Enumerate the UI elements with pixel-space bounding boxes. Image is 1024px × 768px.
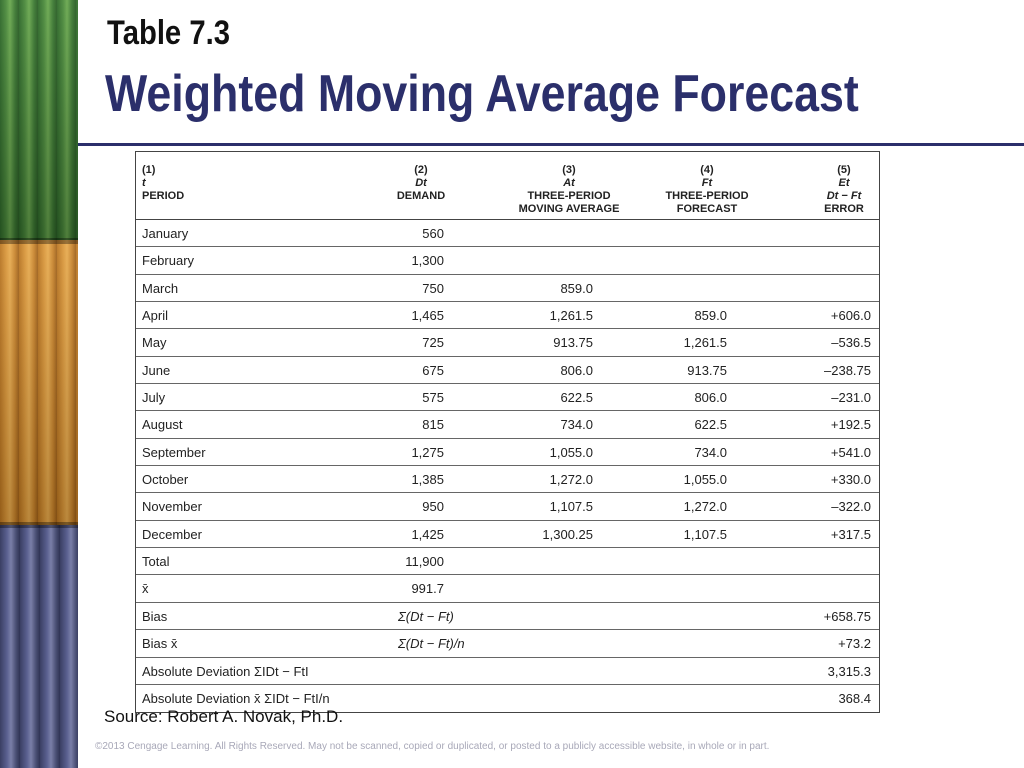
table-row: January 560 [136, 220, 879, 247]
absolute-deviation-row: Absolute Deviation ΣIDt − FtI 3,315.3 [136, 658, 879, 685]
source-citation: Source: Robert A. Novak, Ph.D. [104, 707, 344, 726]
table-header [136, 152, 879, 220]
table-number: Table 7.3 [107, 14, 230, 52]
table-row: April 1,465 1,261.5 859.0 +606.0 [136, 302, 879, 329]
table-row: March 750 859.0 [136, 275, 879, 302]
bias-row: Bias Σ(Dt − Ft) +658.75 [136, 603, 879, 630]
table-row: February 1,300 [136, 247, 879, 274]
table-body [136, 220, 879, 712]
header-demand: (2) Dt DEMAND [396, 164, 446, 202]
total-row: Total 11,900 [136, 548, 879, 575]
table-row: June 675 806.0 913.75 –238.75 [136, 357, 879, 384]
mean-row: x̄ 991.7 [136, 575, 879, 602]
table-row: November 950 1,107.5 1,272.0 –322.0 [136, 493, 879, 520]
table-row: December 1,425 1,300.25 1,107.5 +317.5 [136, 521, 879, 548]
absolute-deviation-mean-row: Absolute Deviation x̄ ΣIDt − FtI/n 368.4 [142, 690, 871, 706]
table-row: September 1,275 1,055.0 734.0 +541.0 [136, 439, 879, 466]
header-moving-average: (3) At THREE-PERIOD MOVING AVERAGE [518, 164, 620, 215]
bias-mean-row: Bias x̄ Σ(Dt − Ft)/n +73.2 [136, 630, 879, 657]
table-row: May 725 913.75 1,261.5 –536.5 [136, 329, 879, 356]
header-error: (5) Et Dt − Ft ERROR [824, 164, 864, 215]
decorative-side-strip [0, 0, 78, 768]
table-row: October 1,385 1,272.0 1,055.0 +330.0 [136, 466, 879, 493]
page-title: Weighted Moving Average Forecast [105, 65, 859, 123]
table-row: July 575 622.5 806.0 –231.0 [136, 384, 879, 411]
table-row: August 815 734.0 622.5 +192.5 [136, 411, 879, 438]
header-forecast: (4) Ft THREE-PERIOD FORECAST [665, 164, 749, 215]
header-period: (1) t PERIOD [142, 164, 185, 202]
copyright-notice: ©2013 Cengage Learning. All Rights Reserved. May not be scanned, copied or duplicated, or posted to a publicly accessible website, in whole or in part. [95, 741, 770, 752]
forecast-table [135, 151, 880, 713]
title-divider [78, 143, 1024, 146]
